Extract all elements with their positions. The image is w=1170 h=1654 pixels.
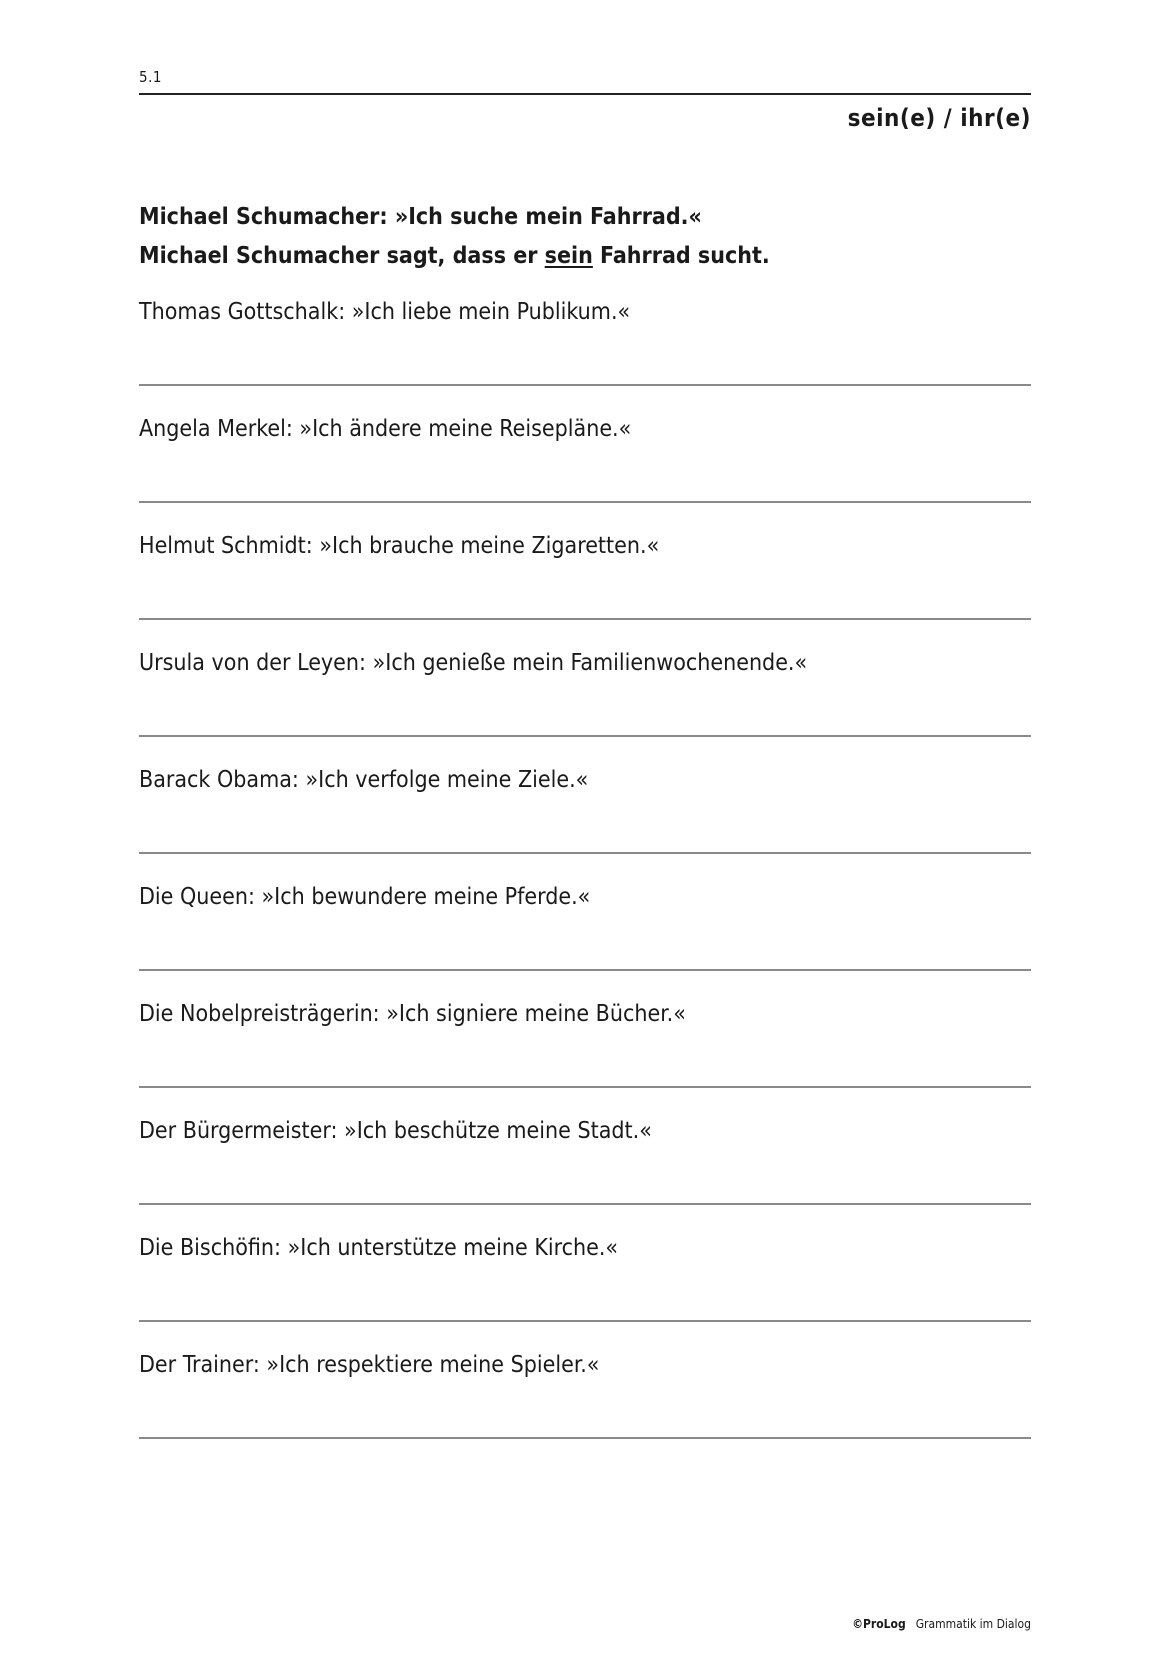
answer-line[interactable] xyxy=(139,618,1031,620)
exercise-item xyxy=(139,999,1031,1029)
answer-line[interactable] xyxy=(139,1203,1031,1205)
footer xyxy=(852,1617,1031,1631)
exercise-item xyxy=(139,765,1031,795)
exercise-quote: Helmut Schmidt: »Ich brauche meine Zigaretten.« xyxy=(139,533,660,559)
exercise-quote: Die Queen: »Ich bewundere meine Pferde.« xyxy=(139,884,591,910)
example-answer-end: Fahrrad sucht. xyxy=(592,243,770,269)
answer-line[interactable] xyxy=(139,1086,1031,1088)
exercise-quote: Thomas Gottschalk: »Ich liebe mein Publikum.« xyxy=(139,299,631,325)
footer-title: Grammatik im Dialog xyxy=(915,1617,1031,1631)
page-number: 5.1 xyxy=(139,68,162,86)
header-rule xyxy=(139,93,1031,95)
exercise-item xyxy=(139,648,1031,678)
answer-line[interactable] xyxy=(139,735,1031,737)
exercise-item xyxy=(139,882,1031,912)
exercise-item xyxy=(139,297,1031,327)
exercise-quote: Barack Obama: »Ich verfolge meine Ziele.« xyxy=(139,767,589,793)
answer-line[interactable] xyxy=(139,969,1031,971)
exercise-item xyxy=(139,1233,1031,1263)
exercise-quote: Der Trainer: »Ich respektiere meine Spieler.« xyxy=(139,1352,600,1378)
answer-line[interactable] xyxy=(139,1437,1031,1439)
answer-line[interactable] xyxy=(139,852,1031,854)
answer-line[interactable] xyxy=(139,384,1031,386)
exercise-item xyxy=(139,1116,1031,1146)
example-block xyxy=(139,198,770,276)
exercise-quote: Der Bürgermeister: »Ich beschütze meine Stadt.« xyxy=(139,1118,652,1144)
example-answer-underlined: sein xyxy=(544,243,593,269)
exercise-quote: Die Bischöfin: »Ich unterstütze meine Kirche.« xyxy=(139,1235,619,1261)
answer-line[interactable] xyxy=(139,1320,1031,1322)
exercise-item xyxy=(139,414,1031,444)
topic-title: sein(e) / ihr(e) xyxy=(847,104,1031,132)
example-quote: Michael Schumacher: »Ich suche mein Fahrrad.« xyxy=(139,204,702,230)
exercise-quote: Die Nobelpreisträgerin: »Ich signiere meine Bücher.« xyxy=(139,1001,686,1027)
exercise-item xyxy=(139,531,1031,561)
exercise-quote: Angela Merkel: »Ich ändere meine Reisepläne.« xyxy=(139,416,632,442)
footer-brand: ©ProLog xyxy=(852,1617,906,1631)
exercise-item xyxy=(139,1350,1031,1380)
example-answer xyxy=(139,237,770,276)
answer-line[interactable] xyxy=(139,501,1031,503)
exercise-quote: Ursula von der Leyen: »Ich genieße mein Familienwochenende.« xyxy=(139,650,808,676)
example-answer-start: Michael Schumacher sagt, dass er xyxy=(139,243,545,269)
